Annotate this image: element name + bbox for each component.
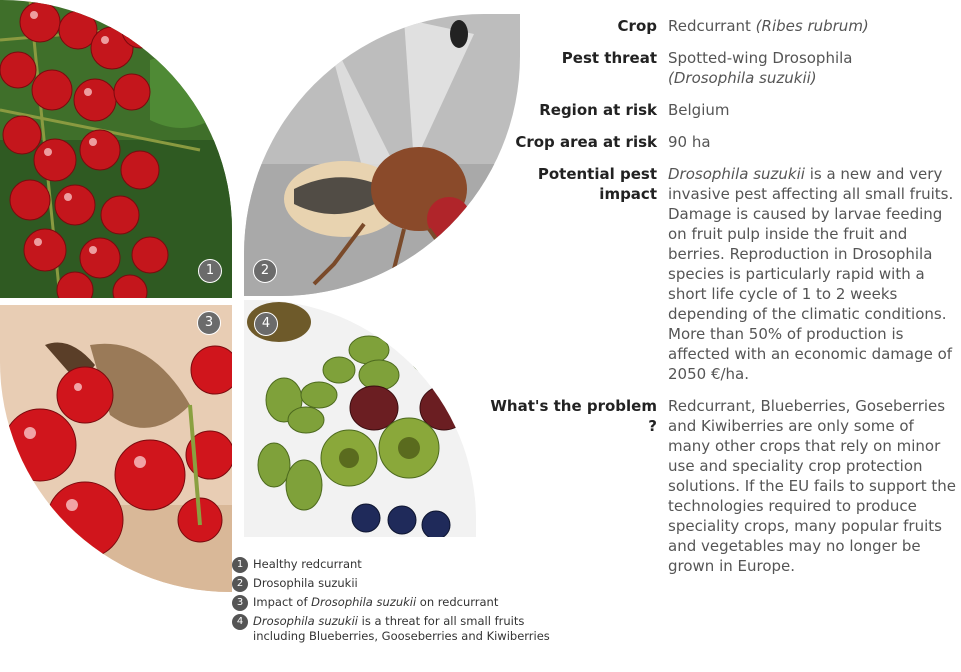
problem-row <box>480 396 958 576</box>
photo-damaged-redcurrant <box>0 305 232 592</box>
small-fruits-illustration <box>244 300 476 537</box>
caption-number: 4 <box>232 614 248 630</box>
caption-4 <box>232 614 592 644</box>
impact-latin-name: Drosophila suzukii <box>668 165 805 183</box>
fly-illustration <box>244 14 520 296</box>
region-label: Region at risk <box>539 101 657 119</box>
photo-badge-1: 1 <box>198 259 222 283</box>
pest-row <box>480 48 958 88</box>
caption-number: 2 <box>232 576 248 592</box>
impact-row <box>480 164 958 384</box>
impact-label <box>480 164 668 384</box>
caption-text: Drosophila suzukii <box>253 576 358 590</box>
crop-latin-name: (Ribes rubrum) <box>755 17 869 35</box>
photo-badge-4: 4 <box>254 312 278 336</box>
photo-healthy-redcurrant <box>0 0 232 298</box>
caption-text: on redcurrant <box>416 595 499 609</box>
area-row <box>480 132 958 152</box>
region-value: Belgium <box>668 101 730 119</box>
pest-name: Spotted-wing Drosophila <box>668 49 853 67</box>
impact-label-line2: impact <box>599 185 657 203</box>
pest-label: Pest threat <box>561 49 657 67</box>
problem-label: What's the problem ? <box>490 397 657 435</box>
caption-latin-name: Drosophila suzukii <box>311 595 417 609</box>
caption-number: 3 <box>232 595 248 611</box>
caption-number: 1 <box>232 557 248 573</box>
caption-text: including Blueberries, Gooseberries and Kiwiberries <box>253 629 550 643</box>
photo-badge-2: 2 <box>253 259 277 283</box>
crop-label: Crop <box>617 17 657 35</box>
region-row <box>480 100 958 120</box>
caption-latin-name: Drosophila suzukii <box>253 614 358 628</box>
info-panel <box>480 16 958 588</box>
impact-label-line1: Potential pest <box>537 165 657 183</box>
pest-latin-name: (Drosophila suzukii) <box>668 69 817 87</box>
pest-value <box>668 48 958 88</box>
caption-3 <box>232 595 592 610</box>
damaged-redcurrant-illustration <box>0 305 232 592</box>
photo-badge-3: 3 <box>197 311 221 335</box>
impact-value <box>668 164 958 384</box>
photo-small-fruits <box>244 300 476 537</box>
area-value: 90 ha <box>668 133 711 151</box>
caption-text: is a threat for all small fruits <box>357 614 525 628</box>
crop-value <box>668 16 958 36</box>
crop-name: Redcurrant <box>668 17 756 35</box>
photo-drosophila-fly <box>244 14 520 296</box>
crop-row <box>480 16 958 36</box>
redcurrant-illustration <box>0 0 232 298</box>
problem-value: Redcurrant, Blueberries, Goseberries and Kiwiberries are only some of many other crops that rely on minor use and speciality crop protection solutions. If the EU fails to support the technologies required to produce speciality crops, many popular fruits and vegetables may no longer be grown in Europe. <box>668 397 957 575</box>
caption-text: Healthy redcurrant <box>253 557 362 571</box>
impact-text: is a new and very invasive pest affecting all small fruits. Damage is caused by larvae feeding on fruit pulp inside the fruit and berries. Reproduction in Drosophila species is particularly rapid with a short life cycle of 1 to 2 weeks depending of the climatic conditions. More than 50% of production is affected with an economic damage of 2050 €/ha. <box>668 165 954 383</box>
area-label: Crop area at risk <box>515 133 657 151</box>
caption-text: Impact of <box>253 595 312 609</box>
